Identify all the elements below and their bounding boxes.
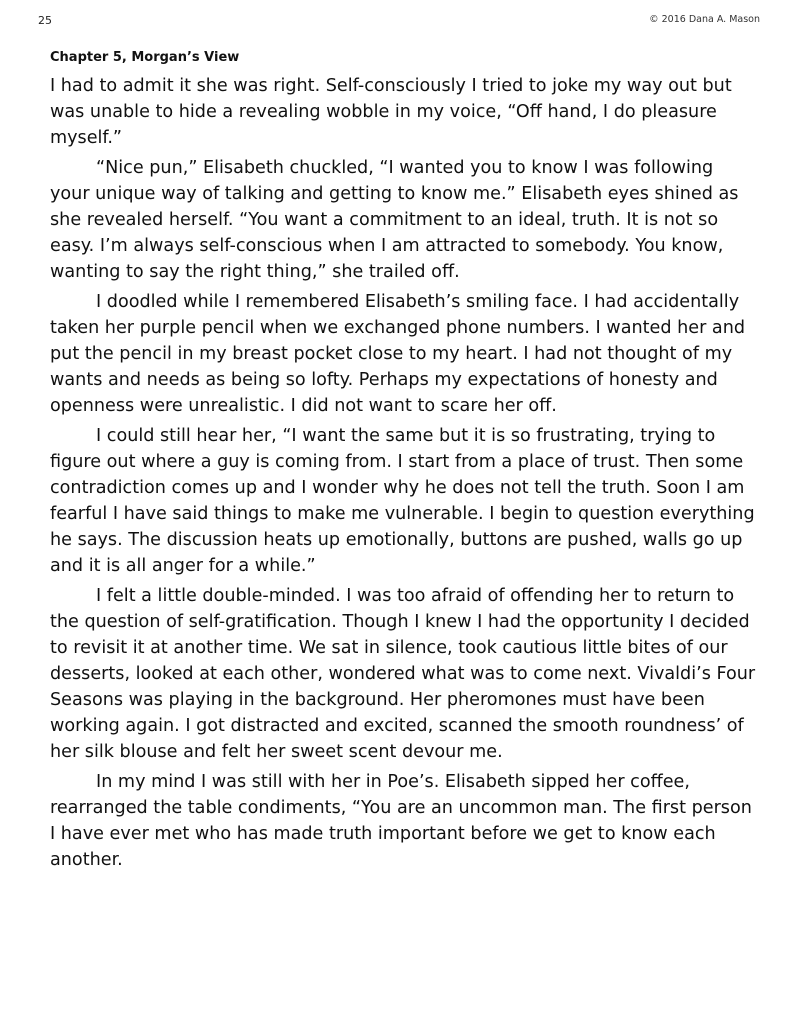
paragraph: I could still hear her, “I want the same but it is so frustrating, trying to figure out where a guy is coming from. I start from a place of trust. Then some contradiction comes up and I wonder why he does not tell the truth. Soon I am fearful I have said things to make me vulnerable. I begin to question everything he says. The discussion heats up emotionally, buttons are pushed, walls go up and it is all anger for a while.” (50, 426, 755, 576)
paragraph: “Nice pun,” Elisabeth chuckled, “I wanted you to know I was following your unique way of talking and getting to know me.” Elisabeth eyes shined as she revealed herself. “You want a commitment to an ideal, truth. It is not so easy. I’m always self-conscious when I am attracted to somebody. You know, wanting to say the right thing,” she trailed off. (50, 158, 739, 282)
paragraph: I felt a little double-minded. I was too afraid of offending her to return to the question of self-gratification. Though I knew I had the opportunity I decided to revisit it at another time. We sat in silence, took cautious little bites of our desserts, looked at each other, wondered what was to come next. Vivaldi’s Four Seasons was playing in the background. Her pheromones must have been working again. I got distracted and excited, scanned the smooth roundness’ of her silk blouse and felt her sweet scent devour me. (50, 586, 756, 762)
chapter-heading: Chapter 5, Morgan’s View (50, 50, 240, 65)
paragraph: In my mind I was still with her in Poe’s. Elisabeth sipped her coffee, rearranged the table condiments, “You are an uncommon man. The first person I have ever met who has made truth important before we get to know each another. (50, 772, 752, 870)
copyright-notice: © 2016 Dana A. Mason (649, 14, 760, 25)
body-text (50, 73, 756, 877)
paragraph: I doodled while I remembered Elisabeth’s smiling face. I had accidentally taken her purple pencil when we exchanged phone numbers. I wanted her and put the pencil in my breast pocket close to my heart. I had not thought of my wants and needs as being so lofty. Perhaps my expectations of honesty and openness were unrealistic. I did not want to scare her off. (50, 292, 746, 416)
paragraph: I had to admit it she was right. Self-consciously I tried to joke my way out but was unable to hide a revealing wobble in my voice, “Off hand, I do pleasure myself.” (50, 76, 732, 148)
page-number: 25 (38, 14, 52, 27)
